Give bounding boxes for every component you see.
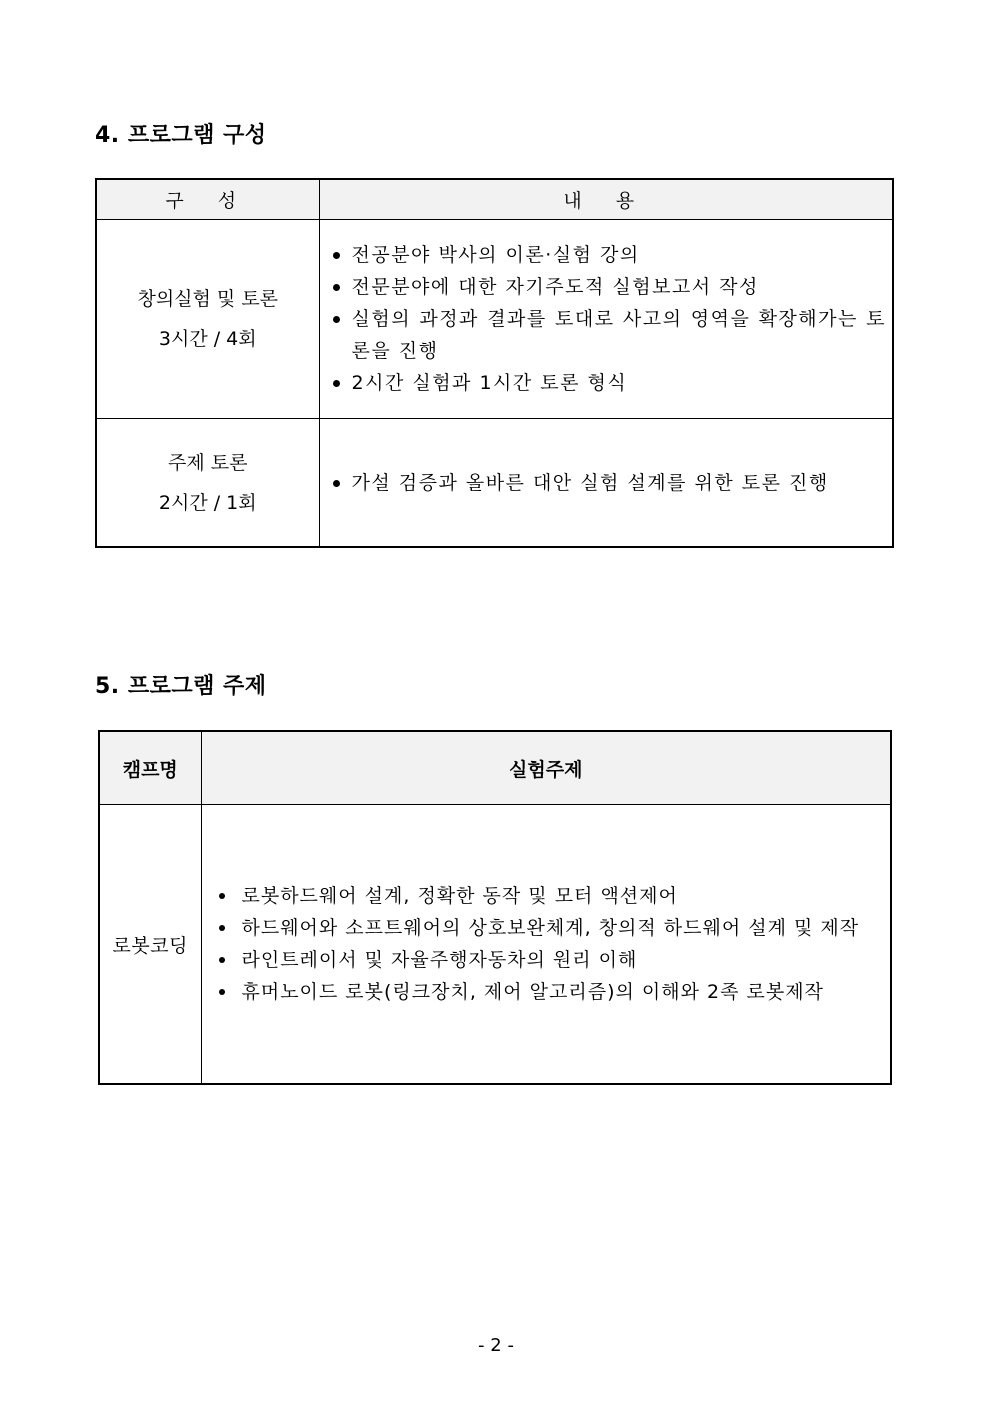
camp-name-cell: 로봇코딩 xyxy=(99,805,201,1085)
table-row xyxy=(96,419,893,548)
list-item: 휴머노이드 로봇(링크장치, 제어 알고리즘)의 이해와 2족 로봇제작 xyxy=(210,976,885,1008)
header-composition: 구 성 xyxy=(96,179,319,220)
topics-list xyxy=(210,880,885,1008)
content-list xyxy=(330,467,887,499)
topics-cell xyxy=(201,805,891,1085)
program-composition-table xyxy=(95,178,894,548)
program-topics-table xyxy=(98,730,892,1085)
list-item: 전공분야 박사의 이론·실험 강의 xyxy=(330,239,887,271)
table-header-row xyxy=(96,179,893,220)
page-number: - 2 - xyxy=(478,1335,514,1356)
component-cell xyxy=(96,419,319,548)
section-4-heading: 4. 프로그램 구성 xyxy=(95,123,267,148)
component-name: 창의실험 및 토론 xyxy=(137,288,279,310)
content-cell xyxy=(319,419,893,548)
list-item: 로봇하드웨어 설계, 정확한 동작 및 모터 액션제어 xyxy=(210,880,885,912)
list-item: 가설 검증과 올바른 대안 실험 설계를 위한 토론 진행 xyxy=(330,467,887,499)
component-cell xyxy=(96,220,319,419)
table-header-row xyxy=(99,731,891,805)
content-cell xyxy=(319,220,893,419)
list-item: 라인트레이서 및 자율주행자동차의 원리 이해 xyxy=(210,944,885,976)
component-name: 주제 토론 xyxy=(168,451,248,474)
list-item: 하드웨어와 소프트웨어의 상호보완체계, 창의적 하드웨어 설계 및 제작 xyxy=(210,912,885,944)
list-item: 실험의 과정과 결과를 토대로 사고의 영역을 확장해가는 토론을 진행 xyxy=(330,303,887,367)
list-item: 2시간 실험과 1시간 토론 형식 xyxy=(330,367,887,399)
table-row xyxy=(99,805,891,1085)
header-content: 내 용 xyxy=(319,179,893,220)
component-schedule: 3시간 / 4회 xyxy=(158,328,257,350)
section-5-heading: 5. 프로그램 주제 xyxy=(95,674,267,699)
component-schedule: 2시간 / 1회 xyxy=(158,491,257,514)
header-camp-name: 캠프명 xyxy=(99,731,201,805)
content-list xyxy=(330,239,887,399)
list-item: 전문분야에 대한 자기주도적 실험보고서 작성 xyxy=(330,271,887,303)
table-row xyxy=(96,220,893,419)
header-experiment-topic: 실험주제 xyxy=(201,731,891,805)
